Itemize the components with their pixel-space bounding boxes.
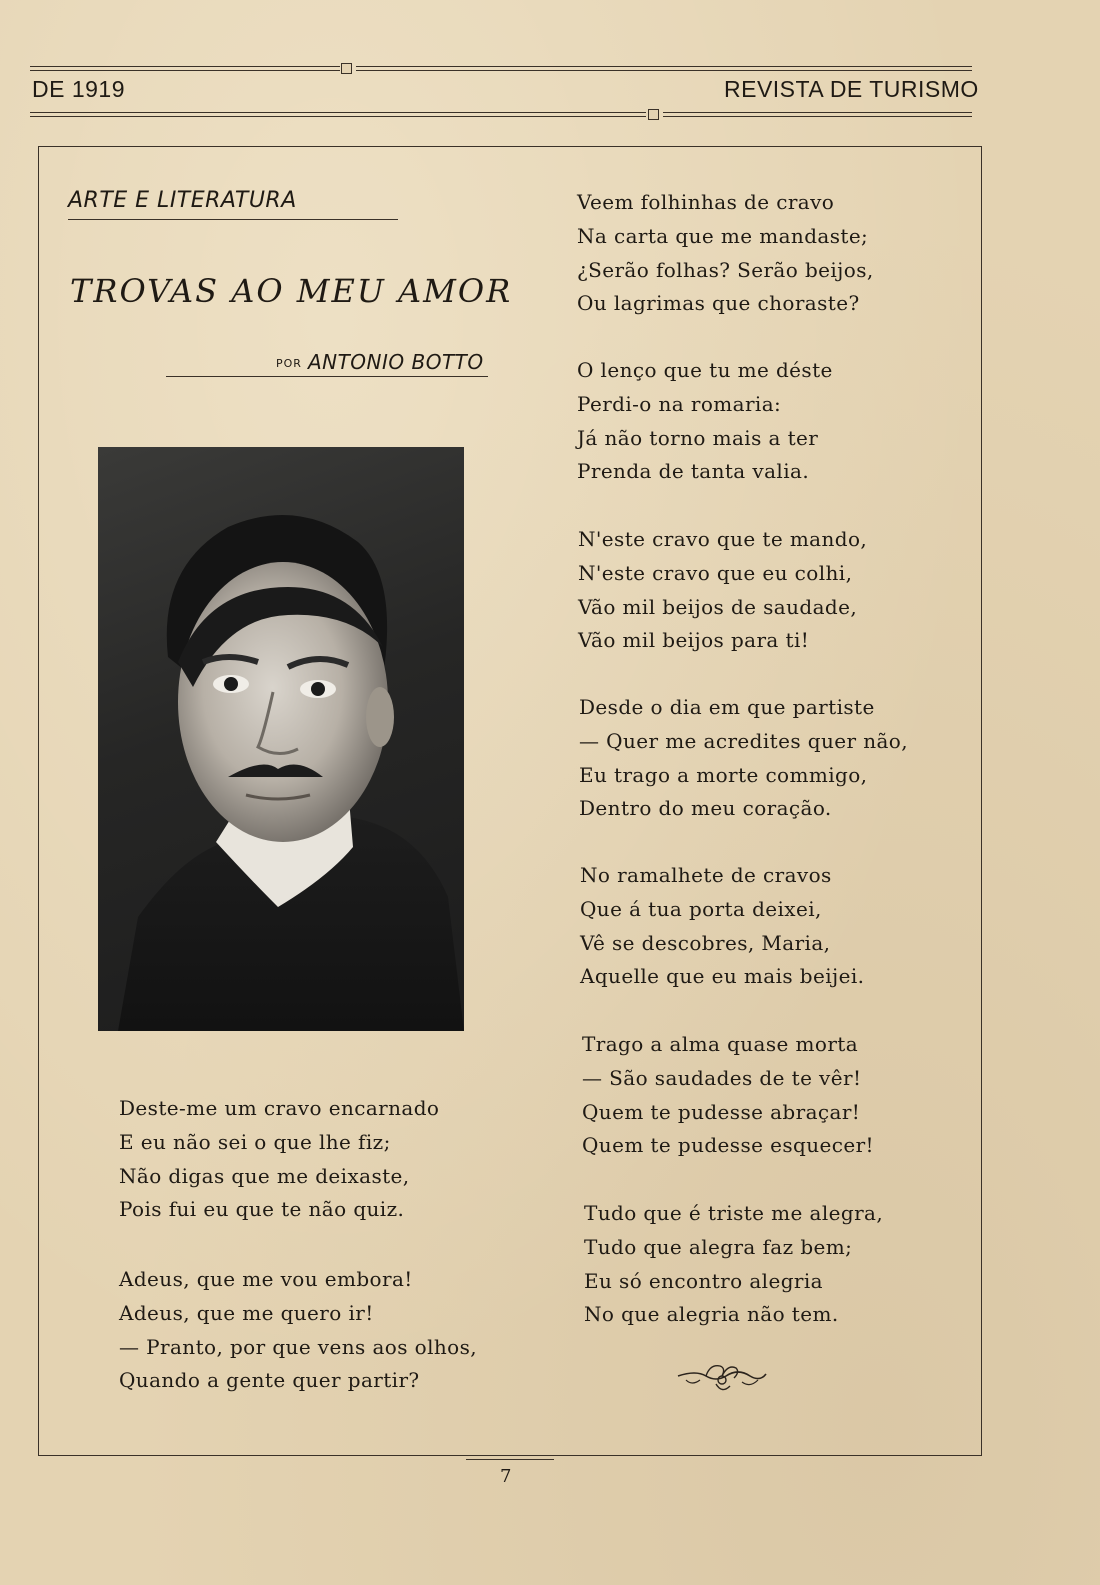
verse-line: Deste-me um cravo encarnado [119,1096,440,1120]
verse-line: N'este cravo que te mando, [578,527,868,551]
verse-line: Dentro do meu coração. [579,796,832,821]
header-rule-top-right-2 [356,70,972,71]
verse-line: Na carta que me mandaste; [577,223,869,248]
verse-line: Prenda de tanta valia. [577,459,810,484]
poem-title: TROVAS AO MEU AMOR [70,272,513,310]
floral-ornament-icon [676,1358,768,1398]
verse-line: — Quer me acredites quer não, [579,728,909,753]
verse-line: Quem te pudesse abraçar! [582,1099,861,1124]
byline [276,350,484,374]
portrait-illustration [98,447,464,1031]
right-stanza-4 [579,691,908,826]
verse-line: Adeus, que me quero ir! [119,1300,374,1325]
header-rule-bottom-2 [30,116,646,117]
verse-line: Que á tua porta deixei, [580,896,822,921]
verse-line: Adeus, que me vou embora! [119,1267,413,1291]
right-stanza-5 [580,859,864,994]
header-rule-bottom-right-2 [663,116,972,117]
byline-author: ANTONIO BOTTO [307,350,484,374]
verse-line: Não digas que me deixaste, [119,1163,410,1188]
byline-prefix: POR [276,357,302,370]
verse-line: Eu só encontro alegria [584,1268,823,1293]
header-rule-bottom [30,112,646,113]
verse-line: No ramalhete de cravos [580,863,832,887]
section-underline [68,219,398,220]
verse-line: Quem te pudesse esquecer! [582,1133,874,1158]
header-rule-top-2 [30,70,340,71]
verse-line: O lenço que tu me déste [577,358,833,382]
byline-rule [166,376,488,377]
verse-line: E eu não sei o que lhe fiz; [119,1129,391,1154]
left-stanza-2 [119,1263,477,1398]
verse-line: Perdi-o na romaria: [577,391,782,416]
verse-line: Vê se descobres, Maria, [580,930,831,955]
right-stanza-6 [582,1028,874,1163]
header-rule-top-right [356,66,972,67]
header-magazine-title: REVISTA DE TURISMO [724,76,979,102]
right-stanza-3 [578,523,867,658]
verse-line: — Pranto, por que vens aos olhos, [119,1334,478,1359]
header-ornament-box [341,63,352,74]
verse-line: Vão mil beijos para ti! [578,628,810,653]
verse-line: N'este cravo que eu colhi, [578,560,853,585]
verse-line: Veem folhinhas de cravo [577,190,835,214]
verse-line: Tudo que é triste me alegra, [584,1201,884,1225]
verse-line: Aquelle que eu mais beijei. [580,964,865,989]
verse-line: Trago a alma quase morta [582,1032,859,1056]
page-number-rule [466,1459,554,1460]
right-stanza-2 [577,354,833,489]
section-heading: ARTE E LITERATURA [68,188,297,213]
verse-line: Já não torno mais a ter [577,425,819,450]
verse-line: Eu trago a morte commigo, [579,762,868,787]
header-date: DE 1919 [32,76,126,102]
header-rule-top [30,66,340,67]
left-stanza-1 [119,1092,439,1227]
right-stanza-7 [584,1197,883,1332]
verse-line: — São saudades de te vêr! [582,1065,862,1090]
header-ornament-box-2 [648,109,659,120]
verse-line: Tudo que alegra faz bem; [584,1234,853,1259]
verse-line: Desde o dia em que partiste [579,695,875,719]
verse-line: Ou lagrimas que choraste? [577,291,860,316]
verse-line: Quando a gente quer partir? [119,1368,420,1393]
verse-line: No que alegria não tem. [584,1302,839,1327]
page-number: 7 [500,1466,512,1487]
verse-line: Vão mil beijos de saudade, [578,594,858,619]
right-stanza-1 [577,186,874,321]
header-rule-bottom-right [663,112,972,113]
verse-line: Pois fui eu que te não quiz. [119,1197,405,1222]
verse-line: ¿Serão folhas? Serão beijos, [577,257,874,282]
author-portrait-photo [98,447,464,1031]
